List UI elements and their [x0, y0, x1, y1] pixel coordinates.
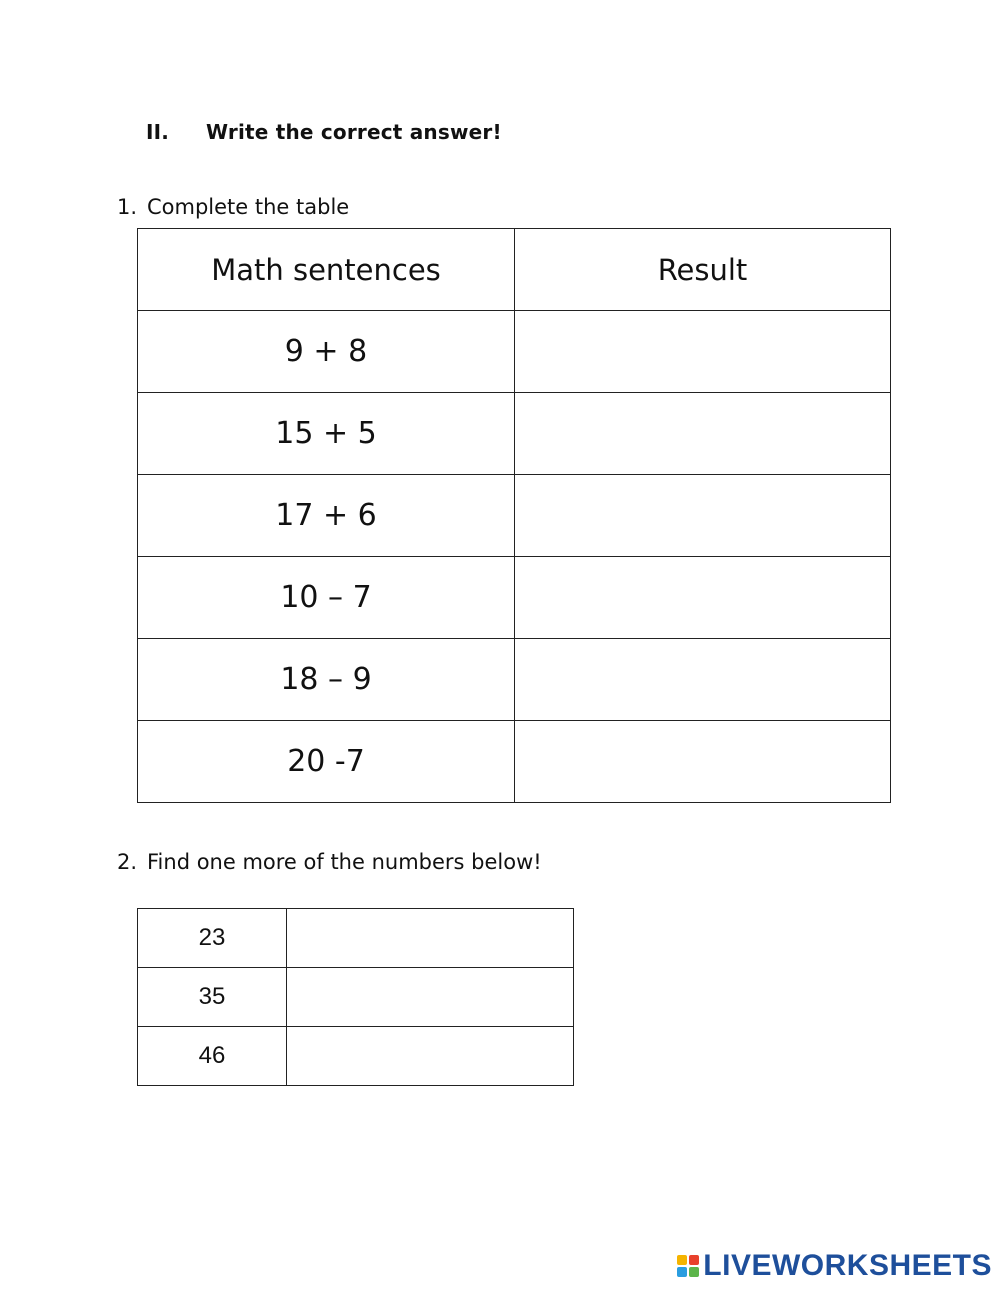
question-1-number: 1. — [117, 195, 138, 219]
liveworksheets-logo — [677, 1249, 992, 1283]
table-row — [138, 311, 891, 393]
math-sentence-cell: 17 + 6 — [138, 475, 515, 557]
result-answer-cell[interactable] — [515, 557, 891, 639]
logo-block — [689, 1267, 699, 1277]
one-more-answer-cell[interactable] — [287, 909, 574, 968]
section-heading — [146, 120, 502, 144]
math-sentence-cell: 15 + 5 — [138, 393, 515, 475]
number-cell: 46 — [138, 1027, 287, 1086]
logo-block — [677, 1255, 687, 1265]
one-more-answer-cell[interactable] — [287, 968, 574, 1027]
question-1 — [117, 195, 349, 219]
number-cell: 35 — [138, 968, 287, 1027]
header-result: Result — [515, 229, 891, 311]
math-sentence-cell: 9 + 8 — [138, 311, 515, 393]
math-sentences-table — [137, 228, 891, 803]
table-row — [138, 1027, 574, 1086]
table-header-row — [138, 229, 891, 311]
table-row — [138, 909, 574, 968]
one-more-answer-cell[interactable] — [287, 1027, 574, 1086]
question-1-text: Complete the table — [147, 195, 350, 219]
result-answer-cell[interactable] — [515, 475, 891, 557]
header-math-sentences: Math sentences — [138, 229, 515, 311]
table-row — [138, 968, 574, 1027]
logo-text: LIVEWORKSHEETS — [703, 1249, 992, 1282]
result-answer-cell[interactable] — [515, 639, 891, 721]
logo-blocks-icon — [677, 1255, 699, 1277]
table-row — [138, 721, 891, 803]
table-row — [138, 393, 891, 475]
result-answer-cell[interactable] — [515, 311, 891, 393]
math-sentence-cell: 18 – 9 — [138, 639, 515, 721]
question-2 — [117, 850, 542, 874]
number-cell: 23 — [138, 909, 287, 968]
question-2-number: 2. — [117, 850, 138, 874]
result-answer-cell[interactable] — [515, 393, 891, 475]
logo-block — [677, 1267, 687, 1277]
section-title: Write the correct answer! — [206, 120, 502, 144]
math-sentence-cell: 10 – 7 — [138, 557, 515, 639]
table-row — [138, 557, 891, 639]
question-2-text: Find one more of the numbers below! — [147, 850, 542, 874]
one-more-table — [137, 908, 574, 1086]
table-row — [138, 639, 891, 721]
logo-block — [689, 1255, 699, 1265]
math-sentence-cell: 20 -7 — [138, 721, 515, 803]
section-numeral: II. — [146, 120, 170, 144]
result-answer-cell[interactable] — [515, 721, 891, 803]
table-row — [138, 475, 891, 557]
